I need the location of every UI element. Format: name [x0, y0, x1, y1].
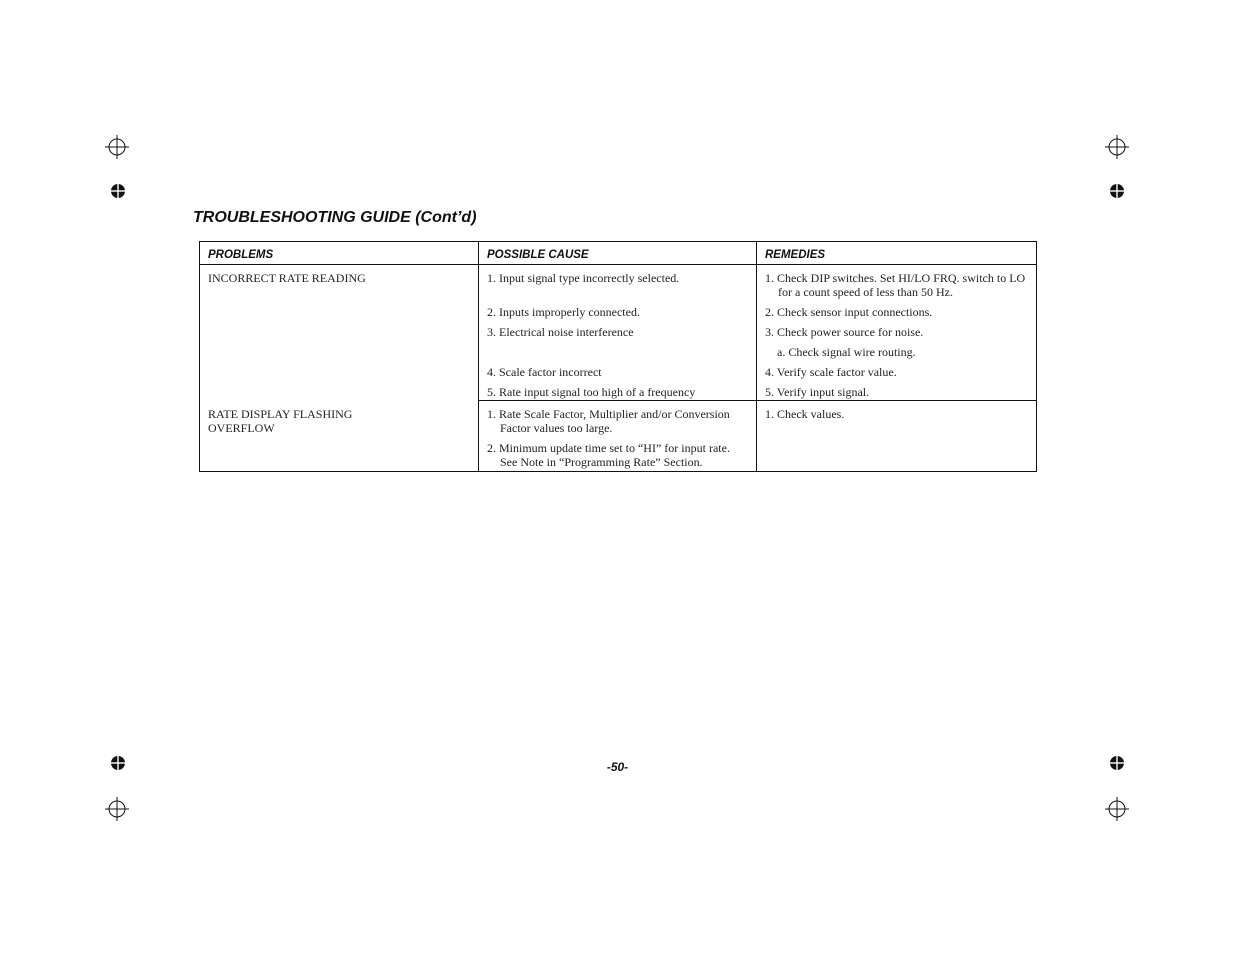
remedy-text: 2. Check sensor input connections.: [765, 305, 933, 319]
problem-cell: [200, 265, 479, 401]
remedy-cell: [757, 305, 1037, 325]
cause-cell: [479, 345, 757, 365]
remedy-text: 5. Verify input signal.: [765, 385, 870, 399]
problem-text: INCORRECT RATE READING: [208, 271, 366, 285]
problem-text: RATE DISPLAY FLASHING: [208, 406, 353, 421]
table-row: [200, 401, 1037, 442]
problem-group-incorrect-rate-reading: [200, 265, 1037, 401]
registration-dot-icon: [1109, 183, 1125, 199]
header-possible-cause: POSSIBLE CAUSE: [479, 242, 757, 265]
remedy-cell: [757, 385, 1037, 401]
remedy-cell: [757, 441, 1037, 472]
cause-text: 1. Rate Scale Factor, Multiplier and/or Conversion Factor values too large.: [487, 407, 730, 435]
table-header-row: [200, 242, 1037, 265]
cause-cell: [479, 441, 757, 472]
remedy-text: 1. Check DIP switches. Set HI/LO FRQ. switch to LO for a count speed of less than 50 Hz.: [765, 271, 1026, 299]
remedy-cell: [757, 345, 1037, 365]
cause-cell: [479, 385, 757, 401]
cause-text: 1. Input signal type incorrectly selected.: [487, 271, 680, 285]
remedy-cell: [757, 265, 1037, 306]
registration-crosshair-icon: [1105, 797, 1129, 821]
page-title: TROUBLESHOOTING GUIDE (Cont’d): [193, 209, 477, 226]
registration-crosshair-icon: [105, 797, 129, 821]
registration-crosshair-icon: [105, 135, 129, 159]
cause-cell: [479, 401, 757, 442]
header-remedies: REMEDIES: [757, 242, 1037, 265]
cause-text: 2. Inputs improperly connected.: [487, 305, 640, 319]
cause-cell: [479, 365, 757, 385]
problem-text: OVERFLOW: [208, 420, 275, 435]
cause-text: 3. Electrical noise interference: [487, 325, 634, 339]
remedy-cell: [757, 365, 1037, 385]
problem-group-rate-display-flashing: [200, 401, 1037, 472]
cause-cell: [479, 265, 757, 306]
troubleshooting-table: [199, 241, 1037, 472]
cause-text: 5. Rate input signal too high of a frequency: [487, 385, 696, 399]
remedy-cell: [757, 401, 1037, 442]
registration-crosshair-icon: [1105, 135, 1129, 159]
cause-cell: [479, 305, 757, 325]
table-row: [200, 265, 1037, 306]
remedy-cell: [757, 325, 1037, 345]
cause-cell: [479, 325, 757, 345]
remedy-text: 4. Verify scale factor value.: [765, 365, 897, 379]
header-problems: PROBLEMS: [200, 242, 479, 265]
remedy-text: 1. Check values.: [765, 407, 845, 421]
registration-dot-icon: [110, 183, 126, 199]
cause-text: 2. Minimum update time set to “HI” for input rate. See Note in “Programming Rate” Section.: [487, 441, 730, 469]
problem-cell: [200, 401, 479, 472]
remedy-text: 3. Check power source for noise.: [765, 325, 924, 339]
cause-text: 4. Scale factor incorrect: [487, 365, 602, 379]
page-number: -50-: [606, 760, 629, 774]
remedy-text: a. Check signal wire routing.: [777, 345, 916, 359]
